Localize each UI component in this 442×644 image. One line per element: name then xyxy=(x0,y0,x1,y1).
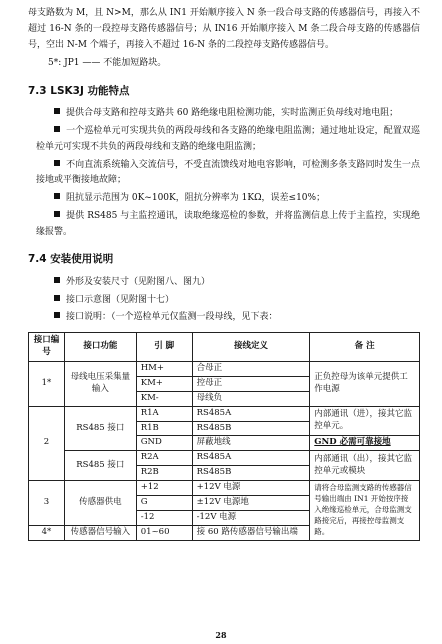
intro-paragraph: 母支路数为 M，且 N>M，那么从 IN1 开始顺序接入 N 条一段合母支路的传感器信号，再接入不超过 16-N 条的一段控母支路传感器信号；从 IN16 开始顺序接入 M 条二段合母支路的传感器信号，空出 N-M 个端子，再接入不超过 16-N 条的二段控母支路传感器信号。 xyxy=(28,8,420,50)
pin-cell: GND xyxy=(136,436,192,451)
feature-list xyxy=(36,106,420,240)
definition-cell: +12V 电源 xyxy=(192,481,310,496)
page-number: 28 xyxy=(215,630,227,640)
definition-cell: 接 60 路传感器信号输出端 xyxy=(192,525,310,540)
pin-cell: R1A xyxy=(136,406,192,421)
pin-cell: +12 xyxy=(136,481,192,496)
interface-table xyxy=(28,332,420,541)
bullet-square-icon xyxy=(54,160,60,166)
table-header-row xyxy=(29,333,420,362)
list-item: 提供合母支路和控母支路共 60 路绝缘电阻检测功能，实时监测正负母线对地电阻； xyxy=(36,106,420,122)
pin-cell: 01~60 xyxy=(136,525,192,540)
pin-cell: HM+ xyxy=(136,362,192,377)
definition-cell: ±12V 电源地 xyxy=(192,496,310,511)
port-number: 1* xyxy=(29,362,65,407)
header-port-number: 接口编号 xyxy=(29,333,65,362)
bullet-square-icon xyxy=(54,193,60,199)
table-row xyxy=(29,481,420,496)
list-item: 一个巡检单元可实现共负的两段母线和各支路的绝缘电阻监测；通过地址设定，配置双巡检单元可实现不共负的两段母线和支路的绝缘电阻监测； xyxy=(36,126,420,152)
bullet-square-icon xyxy=(54,108,60,114)
list-item: 接口示意图（见附图十七） xyxy=(36,293,420,309)
definition-cell: 控母正 xyxy=(192,376,310,391)
table-row xyxy=(29,451,420,466)
definition-cell: RS485A xyxy=(192,451,310,466)
definition-cell: 合母正 xyxy=(192,362,310,377)
port-function: 传感器信号输入 xyxy=(64,525,136,540)
install-list xyxy=(36,275,420,326)
pin-cell: R2B xyxy=(136,466,192,481)
port-function: RS485 接口 xyxy=(64,406,136,451)
header-port-function: 接口功能 xyxy=(64,333,136,362)
remark-cell: 内部通讯（进），接其它监控单元。 xyxy=(310,406,420,436)
port-number: 2 xyxy=(29,406,65,480)
port-function: RS485 接口 xyxy=(64,451,136,481)
bullet-square-icon xyxy=(54,312,60,318)
definition-cell: 母线负 xyxy=(192,391,310,406)
pin-cell: -12 xyxy=(136,510,192,525)
pin-cell: G xyxy=(136,496,192,511)
header-pin: 引 脚 xyxy=(136,333,192,362)
list-item: 外形及安装尺寸（见附图八、图九） xyxy=(36,275,420,291)
definition-cell: 屏蔽地线 xyxy=(192,436,310,451)
grounding-warning: GND 必需可靠接地 xyxy=(310,436,420,451)
page-content xyxy=(28,6,420,541)
header-remarks: 备 注 xyxy=(310,333,420,362)
list-item: 阻抗显示范围为 0K~100K，阻抗分辨率为 1KΩ，误差≤10%； xyxy=(36,191,420,207)
table-row xyxy=(29,406,420,421)
jumper-note: 5*: JP1 —— 不能加短路块。 xyxy=(48,58,167,69)
remark-cell: 内部通讯（出），接其它监控单元或模块 xyxy=(310,451,420,481)
port-number: 4* xyxy=(29,525,65,540)
definition-cell: RS485B xyxy=(192,466,310,481)
remark-cell: 正负控母为该单元提供工作电源 xyxy=(310,362,420,407)
pin-cell: KM+ xyxy=(136,376,192,391)
list-item: 不向直流系统输入交流信号，不受直流馈线对地电容影响，可检测多条支路同时发生一点接地或平衡接地故障； xyxy=(36,159,420,186)
pin-cell: KM- xyxy=(136,391,192,406)
port-function: 传感器供电 xyxy=(64,481,136,526)
port-number: 3 xyxy=(29,481,65,526)
pin-cell: R2A xyxy=(136,451,192,466)
bullet-square-icon xyxy=(54,126,60,132)
remark-cell: 请将合母监测支路的传感器信号输出端由 IN1 开始按序接入绝缘巡检单元，合母监测支路接完后，再接控母监测支路。 xyxy=(310,481,420,541)
table-row xyxy=(29,362,420,377)
pin-cell: R1B xyxy=(136,421,192,436)
definition-cell: -12V 电源 xyxy=(192,510,310,525)
list-item: 接口说明：（一个巡检单元仅监测一段母线，见下表： xyxy=(36,310,420,326)
port-function: 母线电压采集量输入 xyxy=(64,362,136,407)
bullet-square-icon xyxy=(54,211,60,217)
bullet-square-icon xyxy=(54,277,60,283)
section-7-4-heading: 7.4 安装使用说明 xyxy=(28,253,114,266)
header-wiring-definition: 接线定义 xyxy=(192,333,310,362)
list-item: 提供 RS485 与主监控通讯，读取绝缘巡检的参数，并将监测信息上传于主监控，实现绝缘报警。 xyxy=(36,210,420,237)
bullet-square-icon xyxy=(54,295,60,301)
definition-cell: RS485A xyxy=(192,406,310,421)
definition-cell: RS485B xyxy=(192,421,310,436)
section-7-3-heading: 7.3 LSK3J 功能特点 xyxy=(28,85,130,97)
